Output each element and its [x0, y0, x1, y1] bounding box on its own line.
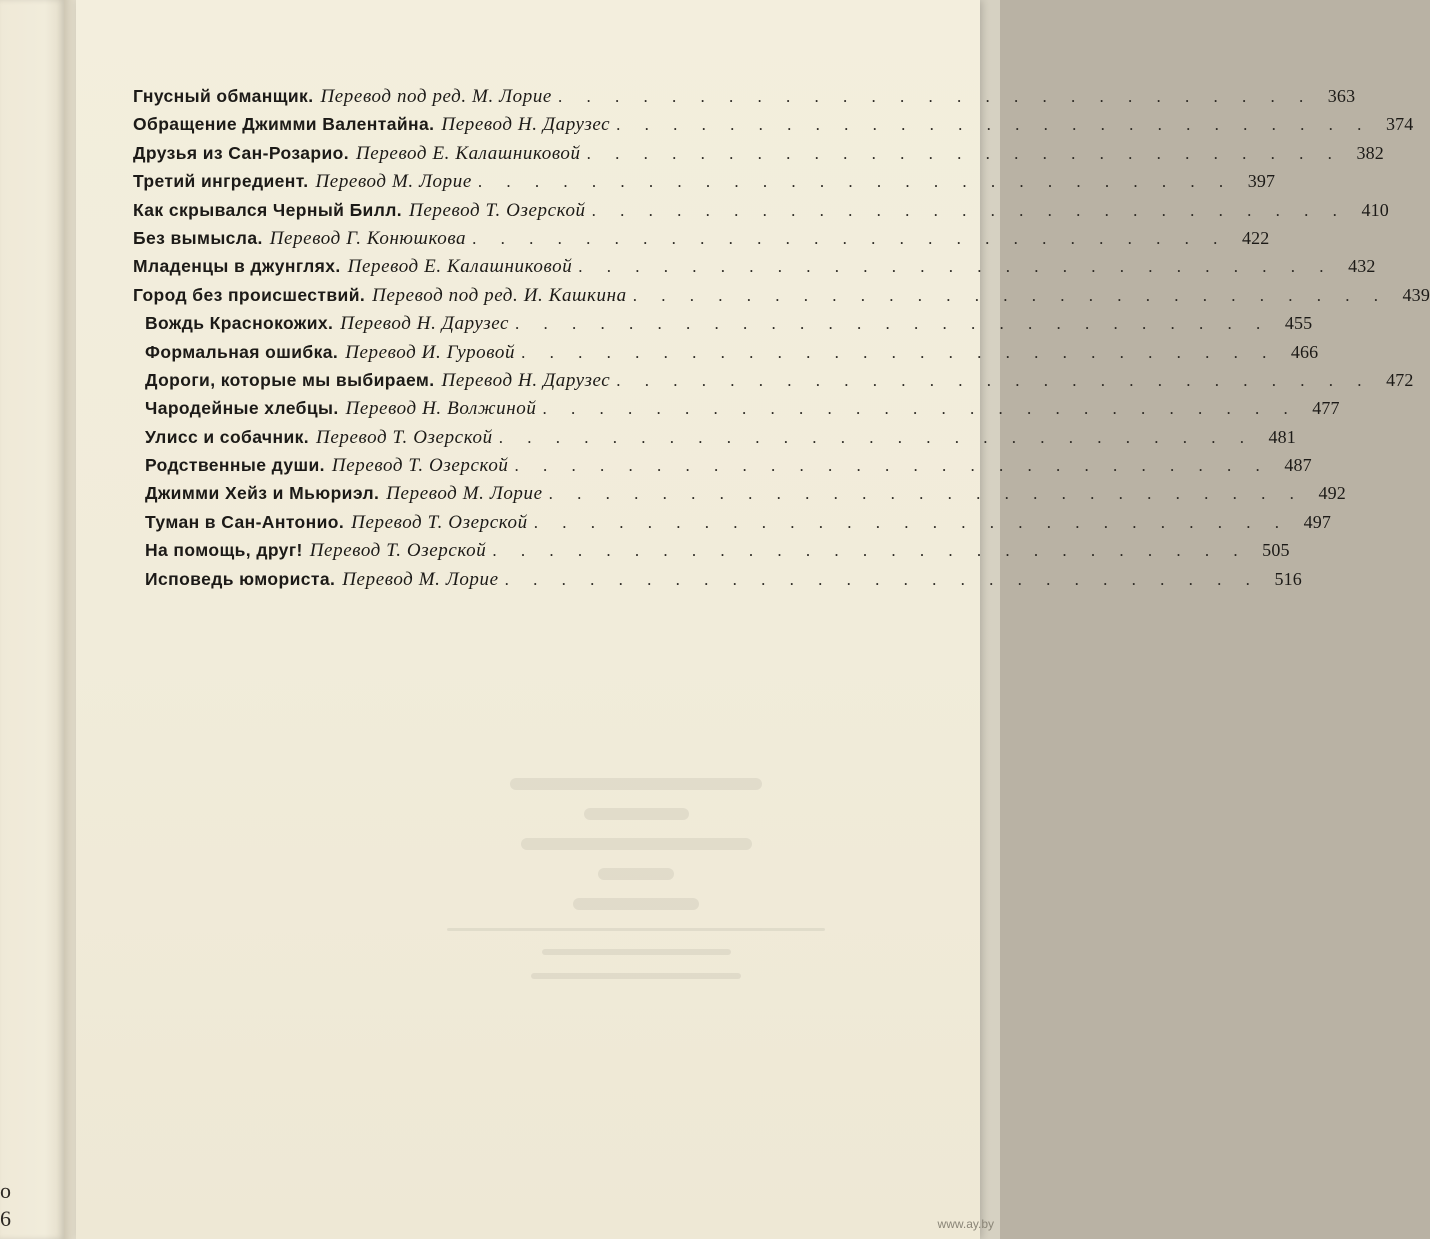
toc-entry: [133, 142, 1384, 171]
entry-title: Джимми Хейз и Мьюриэл.: [145, 483, 380, 504]
entry-translator: Перевод Н. Дарузес: [340, 313, 510, 335]
entry-page-number: 505: [1262, 540, 1290, 561]
dot-leader: . . . . . . . . . . . . . . . . . . . . . . . . . . .: [586, 143, 1342, 163]
dot-leader: . . . . . . . . . . . . . . . . . . . . . . . . . . .: [616, 115, 1372, 135]
entry-page-number: 363: [1327, 86, 1356, 106]
dot-leader: . . . . . . . . . . . . . . . . . . . . . . . . . . .: [557, 87, 1314, 106]
entry-title: На помощь, друг!: [145, 540, 303, 561]
entry-translator: Перевод М. Лорие: [315, 171, 472, 193]
entry-title: Дороги, которые мы выбираем.: [145, 369, 435, 390]
toc-entry: [133, 227, 1270, 256]
entry-translator: Перевод под ред. И. Кашкина: [372, 284, 627, 306]
entry-title: Исповедь юмориста.: [145, 568, 336, 589]
toc-entry: [133, 511, 1332, 540]
toc-entry: [133, 313, 1313, 341]
dot-leader: . . . . . . . . . . . . . . . . . . . . . . . . . . .: [591, 200, 1347, 220]
dot-leader: . . . . . . . . . . . . . . . . . . . . . . . . . . .: [515, 314, 1271, 334]
entry-translator: Перевод М. Лорие: [342, 568, 499, 590]
dot-leader: . . . . . . . . . . . . . . . . . . . . . . . . . . .: [477, 172, 1234, 192]
entry-title: Город без происшествий.: [133, 284, 366, 305]
entry-page-number: 422: [1241, 227, 1270, 248]
entry-translator: Перевод Н. Волжиной: [345, 398, 537, 420]
entry-page-number: 432: [1348, 256, 1376, 277]
entry-translator: Перевод Т. Озерской: [316, 426, 493, 448]
entry-page-number: 410: [1361, 199, 1389, 220]
show-through-imprint: [426, 760, 846, 1020]
table-of-contents: [133, 86, 1430, 597]
left-page-edge: [0, 0, 64, 1239]
toc-entry: [133, 426, 1296, 455]
dot-leader: . . . . . . . . . . . . . . . . . . . . . . . . . . .: [533, 512, 1290, 532]
entry-page-number: 477: [1312, 398, 1340, 419]
dot-leader: . . . . . . . . . . . . . . . . . . . . . . . . . . .: [548, 484, 1304, 504]
watermark: www.ay.by: [937, 1217, 994, 1231]
toc-entry: [133, 114, 1414, 142]
entry-translator: Перевод Т. Озерской: [331, 455, 509, 477]
toc-entry: [133, 540, 1290, 568]
dot-leader: . . . . . . . . . . . . . . . . . . . . . . . . . . .: [498, 427, 1254, 447]
book-gutter: [64, 0, 76, 1239]
entry-translator: Перевод Е. Калашниковой: [355, 142, 581, 164]
entry-title: Младенцы в джунглях.: [133, 256, 341, 277]
entry-translator: Перевод Н. Дарузес: [441, 114, 611, 136]
entry-title: Чародейные хлебцы.: [145, 398, 339, 419]
left-page-fragment: o: [0, 1178, 11, 1203]
entry-translator: Перевод М. Лорие: [386, 483, 543, 505]
toc-entry: [133, 199, 1389, 228]
entry-title: Гнусный обманщик.: [133, 86, 314, 106]
entry-page-number: 472: [1386, 369, 1414, 390]
entry-page-number: 466: [1290, 341, 1319, 362]
entry-page-number: 497: [1303, 511, 1332, 532]
entry-title: Формальная ошибка.: [145, 341, 339, 362]
entry-translator: Перевод Г. Конюшкова: [269, 227, 467, 249]
toc-entry: [133, 483, 1346, 511]
toc-entry: [133, 398, 1340, 426]
dot-leader: . . . . . . . . . . . . . . . . . . . . . . . . . . .: [578, 257, 1334, 277]
entry-title: Друзья из Сан-Розарио.: [133, 142, 349, 163]
dot-leader: . . . . . . . . . . . . . . . . . . . . . . . . . . .: [514, 456, 1270, 476]
entry-page-number: 397: [1247, 171, 1276, 192]
entry-translator: Перевод под ред. М. Лорие: [320, 86, 552, 107]
entry-page-number: 516: [1274, 568, 1302, 589]
dot-leader: . . . . . . . . . . . . . . . . . . . . . . . . . . .: [521, 342, 1277, 362]
dot-leader: . . . . . . . . . . . . . . . . . . . . . . . . . . .: [542, 399, 1298, 419]
entry-page-number: 487: [1284, 455, 1312, 476]
dot-leader: . . . . . . . . . . . . . . . . . . . . . . . . . . .: [492, 541, 1248, 561]
entry-translator: Перевод И. Гуровой: [345, 341, 516, 363]
entry-title: Как скрывался Черный Билл.: [133, 199, 403, 220]
entry-title: Без вымысла.: [133, 227, 263, 248]
entry-translator: Перевод Т. Озерской: [409, 199, 586, 221]
contents-page: [76, 0, 1430, 1239]
entry-translator: Перевод Е. Калашниковой: [347, 256, 573, 278]
dot-leader: . . . . . . . . . . . . . . . . . . . . . . . . . . .: [472, 228, 1228, 248]
entry-title: Улисс и собачник.: [145, 426, 310, 447]
entry-translator: Перевод Т. Озерской: [351, 511, 528, 533]
toc-entry: [133, 171, 1276, 199]
entry-title: Обращение Джимми Валентайна.: [133, 114, 435, 135]
toc-entry: [133, 568, 1302, 597]
toc-entry: [133, 369, 1414, 398]
toc-entry: [133, 341, 1319, 370]
entry-title: Туман в Сан-Антонио.: [145, 511, 345, 532]
entry-translator: Перевод Т. Озерской: [309, 540, 487, 562]
dot-leader: . . . . . . . . . . . . . . . . . . . . . . . . . . .: [616, 370, 1372, 390]
entry-page-number: 455: [1284, 313, 1313, 334]
entry-title: Родственные души.: [145, 455, 325, 476]
dot-leader: . . . . . . . . . . . . . . . . . . . . . . . . . . .: [504, 569, 1260, 589]
toc-entry: [133, 256, 1376, 284]
entry-page-number: 492: [1318, 483, 1346, 504]
entry-page-number: 382: [1356, 142, 1384, 163]
dot-leader: . . . . . . . . . . . . . . . . . . . . . . . . . . .: [632, 285, 1388, 305]
entry-page-number: 439: [1402, 284, 1430, 305]
entry-title: Вождь Краснокожих.: [145, 313, 334, 334]
entry-translator: Перевод Н. Дарузес: [441, 369, 611, 391]
toc-entry: [133, 284, 1430, 313]
entry-title: Третий ингредиент.: [133, 171, 309, 192]
entry-page-number: 481: [1268, 426, 1296, 447]
left-page-fragment: 6: [0, 1206, 11, 1231]
toc-entry: [133, 455, 1312, 483]
entry-page-number: 374: [1385, 114, 1414, 135]
toc-entry: [133, 86, 1356, 114]
